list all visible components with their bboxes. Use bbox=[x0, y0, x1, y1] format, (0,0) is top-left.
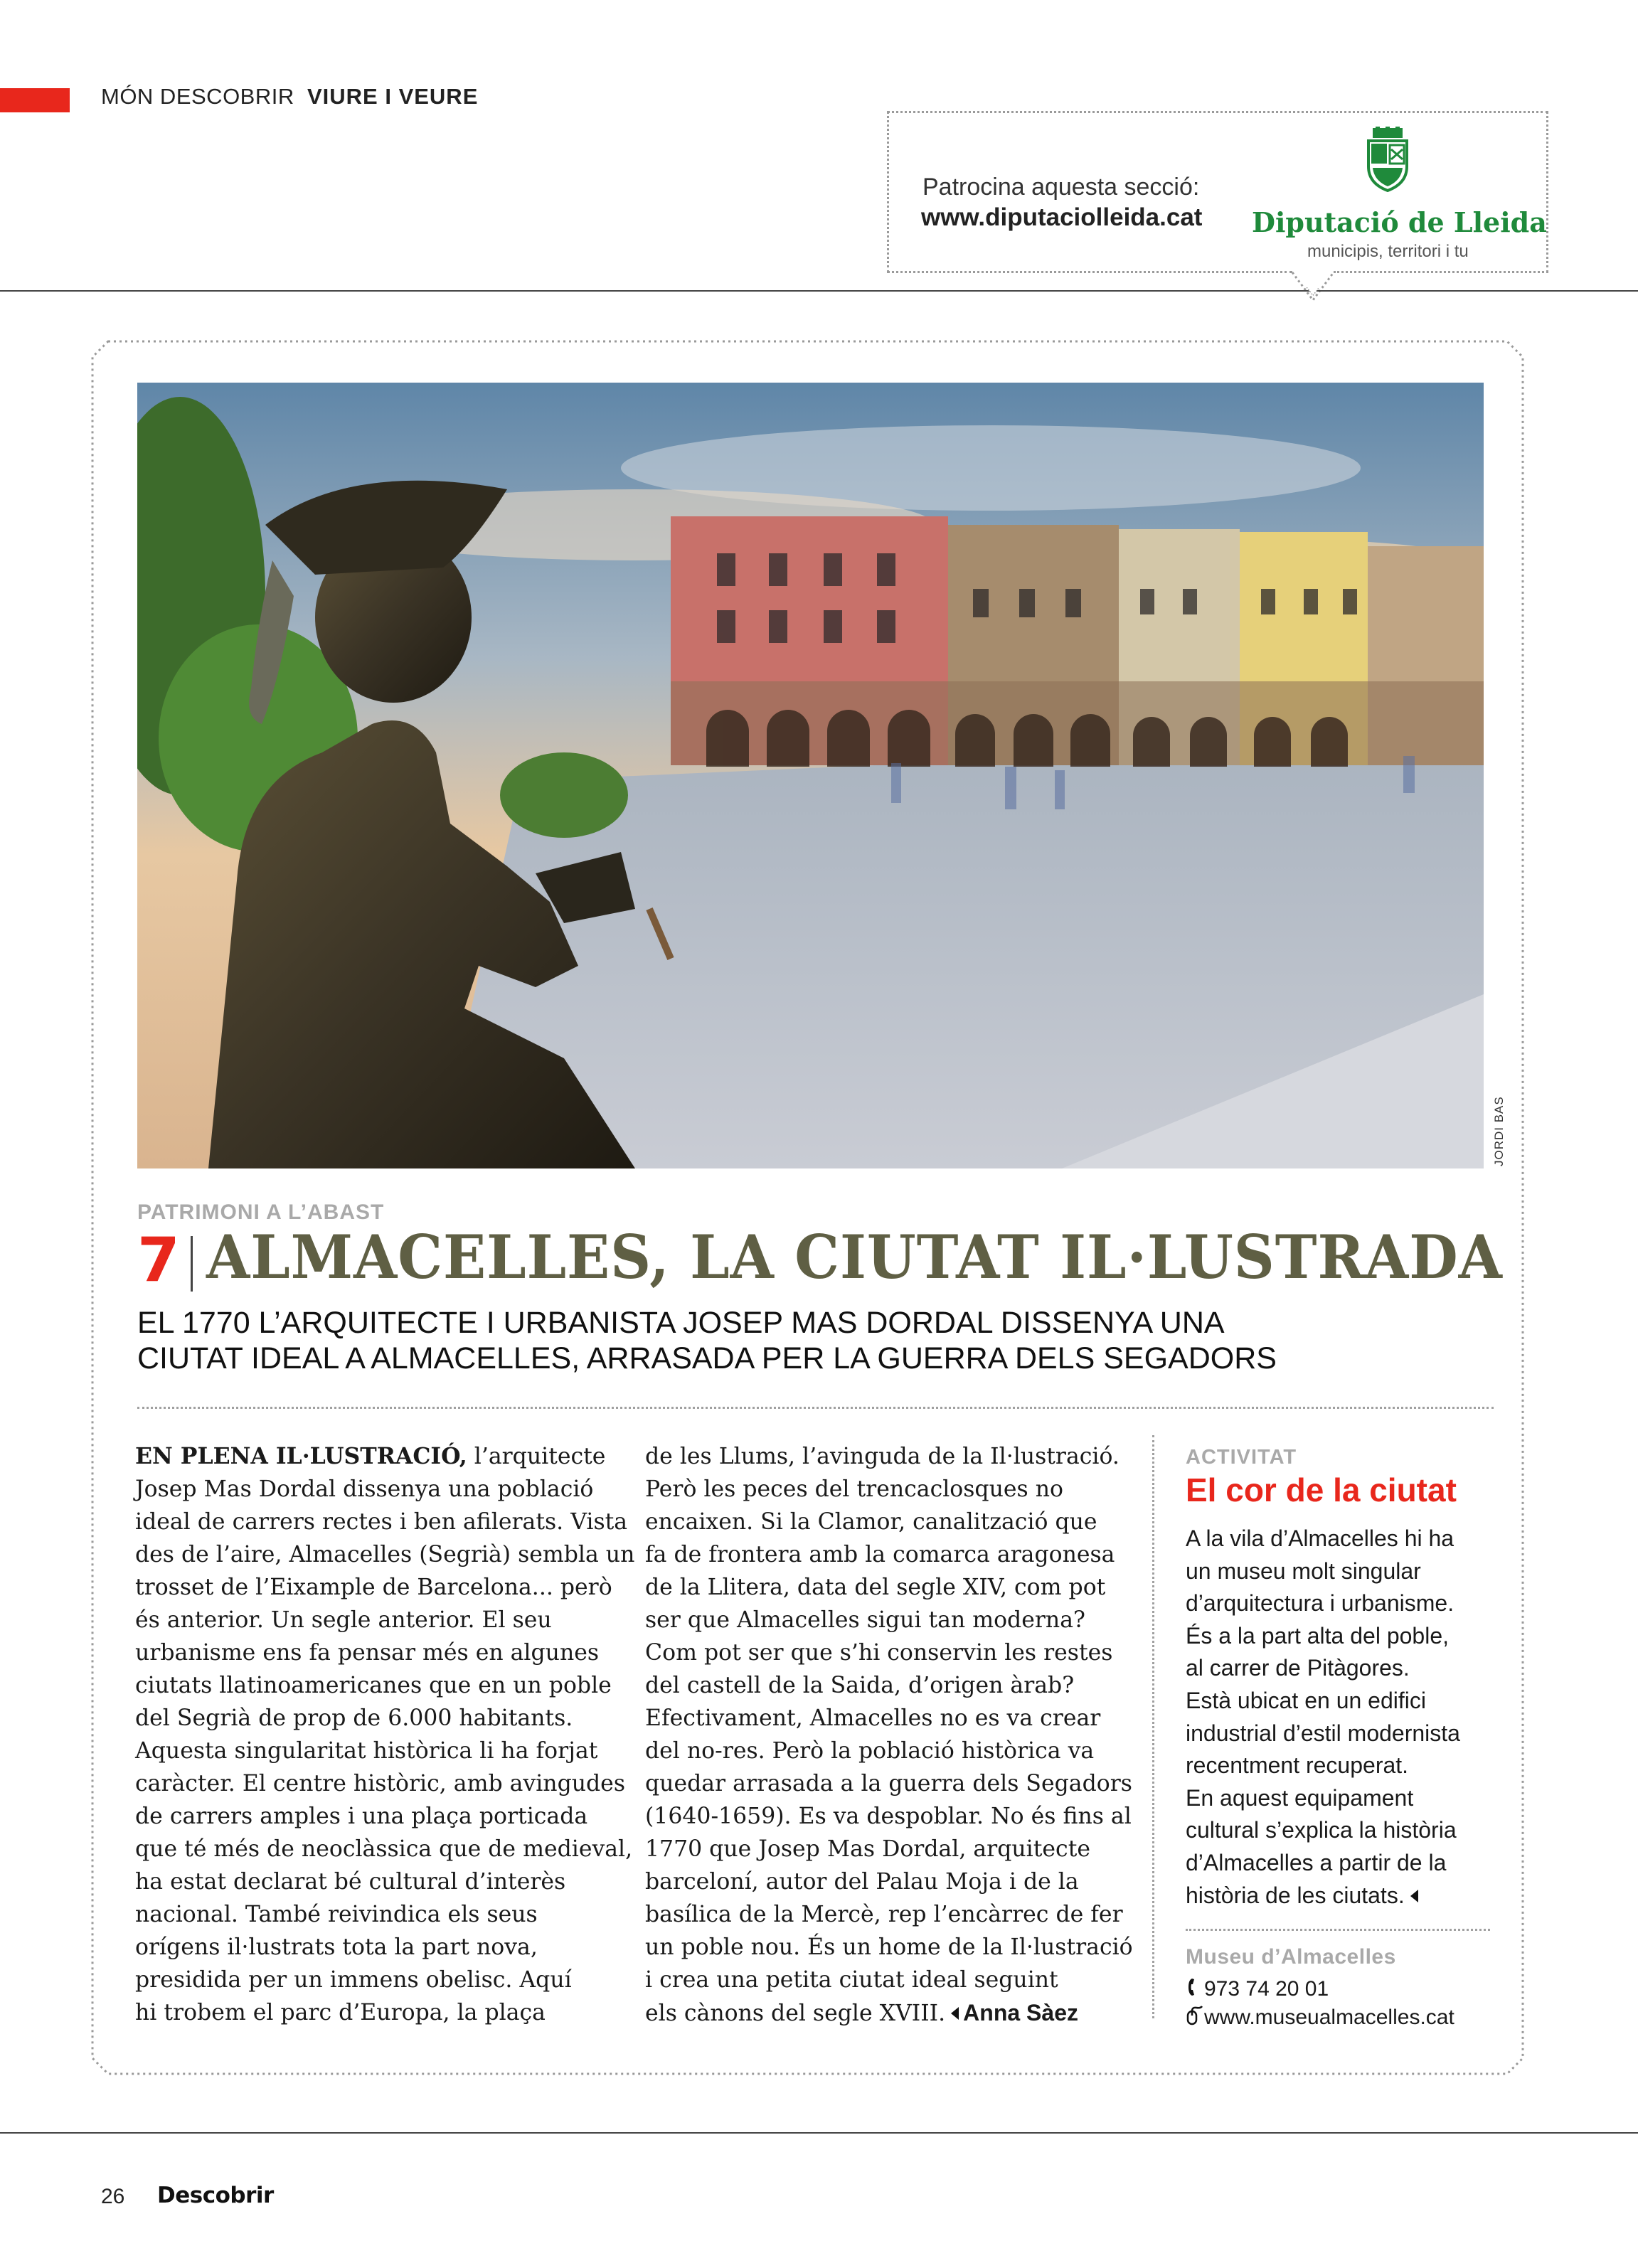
sidebar-rule bbox=[1186, 1929, 1490, 1931]
sponsor-logo-tagline: municipis, territori i tu bbox=[1307, 242, 1469, 261]
sidebar-line: d’arquitectura i urbanisme. bbox=[1186, 1590, 1454, 1617]
body-line: EN PLENA IL·LUSTRACIÓ, l’arquitecte bbox=[135, 1443, 606, 1469]
body-line: presidida per un immens obelisc. Aquí bbox=[135, 1967, 572, 1993]
body-line: Josep Mas Dordal dissenya una població bbox=[135, 1476, 594, 1502]
phone-icon bbox=[1186, 1977, 1204, 1997]
subtitle-line: EL 1770 L’ARQUITECTE I URBANISTA JOSEP MAS DORDAL DISSENYA UNA bbox=[137, 1306, 1225, 1340]
body-line: del Segrià de prop de 6.000 habitants. bbox=[135, 1705, 573, 1731]
sidebar-line: Està ubicat en un edifici bbox=[1186, 1687, 1426, 1713]
body-line: del castell de la Saida, d’origen àrab? bbox=[645, 1673, 1075, 1698]
body-line: Però les peces del trencaclosques no bbox=[645, 1476, 1063, 1502]
body-line: basílica de la Mercè, rep l’encàrrec de fer bbox=[645, 1902, 1123, 1927]
article-number: 7 bbox=[137, 1225, 180, 1296]
body-line: trosset de l’Eixample de Barcelona... però bbox=[135, 1575, 612, 1600]
sidebar-body bbox=[1186, 1523, 1499, 1912]
sidebar-line: És a la part alta del poble, bbox=[1186, 1622, 1450, 1649]
article-subtitle bbox=[137, 1305, 1489, 1376]
body-line: del no-res. Però la població històrica va bbox=[645, 1738, 1095, 1764]
body-line: que té més de neoclàssica que de medieval, bbox=[135, 1836, 633, 1862]
body-line: 1770 que Josep Mas Dordal, arquitecte bbox=[645, 1836, 1091, 1862]
sidebar-line: cultural s’explica la història bbox=[1186, 1817, 1457, 1843]
body-line: quedar arrasada a la guerra dels Segadors bbox=[645, 1771, 1132, 1796]
section-color-tab bbox=[0, 88, 70, 112]
sidebar-line: d’Almacelles a partir de la bbox=[1186, 1849, 1447, 1875]
statue-plaza-photo bbox=[137, 383, 1484, 1168]
photo-credit: JORDI BAS bbox=[1492, 1096, 1506, 1166]
body-column-2 bbox=[645, 1440, 1133, 2030]
page-number: 26 bbox=[101, 2185, 125, 2208]
diputacio-shield-icon bbox=[1363, 127, 1413, 192]
sidebar-title: El cor de la ciutat bbox=[1186, 1471, 1457, 1508]
author-byline: Anna Sàez bbox=[963, 2000, 1078, 2025]
museum-web[interactable]: www.museualmacelles.cat bbox=[1186, 2006, 1454, 2030]
sponsor-box-border bbox=[887, 271, 1292, 273]
mouse-icon bbox=[1186, 2006, 1204, 2025]
sidebar-divider bbox=[1152, 1435, 1154, 2018]
sidebar-line: recentment recuperat. bbox=[1186, 1752, 1409, 1779]
subtitle-rule bbox=[137, 1407, 1494, 1409]
sponsor-box-border bbox=[1334, 271, 1548, 273]
article-photo bbox=[137, 383, 1484, 1168]
body-line: ideal de carrers rectes i ben afilerats. Vista bbox=[135, 1509, 628, 1535]
sidebar-line: un museu molt singular bbox=[1186, 1558, 1421, 1584]
sponsor-logo-name: Diputació de Lleida bbox=[1252, 206, 1547, 238]
header-rule bbox=[0, 290, 1638, 292]
sidebar-line: En aquest equipament bbox=[1186, 1784, 1414, 1811]
body-line: un poble nou. És un home de la Il·lustració bbox=[645, 1934, 1133, 1960]
sidebar-line: història de les ciutats. bbox=[1186, 1880, 1499, 1912]
body-line-last: els cànons del segle XVIII. Anna Sàez bbox=[645, 2000, 1078, 2026]
magazine-name: Descobrir bbox=[157, 2183, 274, 2208]
body-line: ciutats llatinoamericanes que en un poble bbox=[135, 1673, 612, 1698]
body-line: de la Llitera, data del segle XIV, com pot bbox=[645, 1575, 1106, 1600]
body-line: encaixen. Si la Clamor, canalització que bbox=[645, 1509, 1097, 1535]
museum-phone: 973 74 20 01 bbox=[1186, 1977, 1329, 2001]
body-line: nacional. També reivindica els seus bbox=[135, 1902, 538, 1927]
body-line: de carrers amples i una plaça porticada bbox=[135, 1804, 588, 1829]
sponsor-pointer-cover bbox=[1291, 287, 1335, 304]
body-line: ser que Almacelles sigui tan moderna? bbox=[645, 1607, 1085, 1633]
body-line: hi trobem el parc d’Europa, la plaça bbox=[135, 2000, 546, 2025]
museum-name: Museu d’Almacelles bbox=[1186, 1945, 1396, 1969]
footer-rule bbox=[0, 2132, 1638, 2134]
body-line: i crea una petita ciutat ideal seguint bbox=[645, 1967, 1058, 1993]
body-line: Efectivament, Almacelles no es va crear bbox=[645, 1705, 1101, 1731]
body-line: urbanisme ens fa pensar més en algunes bbox=[135, 1640, 600, 1666]
lead-in: EN PLENA IL·LUSTRACIÓ, bbox=[135, 1443, 467, 1469]
body-line: caràcter. El centre històric, amb avingudes bbox=[135, 1771, 625, 1796]
sponsor-text: Patrocina aquesta secció: bbox=[922, 174, 1200, 201]
sidebar-kicker: ACTIVITAT bbox=[1186, 1446, 1297, 1469]
article-kicker: PATRIMONI A L’ABAST bbox=[137, 1200, 385, 1224]
body-line: Com pot ser que s’hi conservin les restes bbox=[645, 1640, 1113, 1666]
body-line: orígens il·lustrats tota la part nova, bbox=[135, 1934, 538, 1960]
body-line: des de l’aire, Almacelles (Segrià) sembla un bbox=[135, 1542, 635, 1567]
article-title: ALMACELLES, LA CIUTAT IL·LUSTRADA bbox=[206, 1222, 1503, 1292]
sponsor-link[interactable]: www.diputaciolleida.cat bbox=[921, 203, 1203, 231]
section-secondary: VIURE I VEURE bbox=[307, 84, 479, 109]
sidebar-line: A la vila d’Almacelles hi ha bbox=[1186, 1526, 1454, 1551]
body-line: Aquesta singularitat històrica li ha forjat bbox=[135, 1738, 598, 1764]
end-mark-icon bbox=[1410, 1890, 1418, 1902]
body-column-1 bbox=[135, 1440, 635, 2029]
end-mark-icon bbox=[951, 2007, 959, 2020]
sidebar-line: al carrer de Pitàgores. bbox=[1186, 1655, 1410, 1681]
body-line: de les Llums, l’avinguda de la Il·lustració. bbox=[645, 1444, 1120, 1469]
subtitle-line: CIUTAT IDEAL A ALMACELLES, ARRASADA PER LA GUERRA DELS SEGADORS bbox=[137, 1341, 1277, 1375]
body-line: ha estat declarat bé cultural d’interès bbox=[135, 1869, 566, 1895]
body-line: fa de frontera amb la comarca aragonesa bbox=[645, 1542, 1115, 1567]
sidebar-line: industrial d’estil modernista bbox=[1186, 1720, 1460, 1746]
title-divider bbox=[191, 1236, 193, 1292]
body-line: barceloní, autor del Palau Moja i de la bbox=[645, 1869, 1079, 1895]
body-line: és anterior. Un segle anterior. El seu bbox=[135, 1607, 552, 1633]
section-primary: MÓN DESCOBRIR bbox=[101, 84, 294, 109]
body-line: (1640-1659). Es va despoblar. No és fins al bbox=[645, 1804, 1132, 1829]
section-label bbox=[101, 84, 478, 110]
